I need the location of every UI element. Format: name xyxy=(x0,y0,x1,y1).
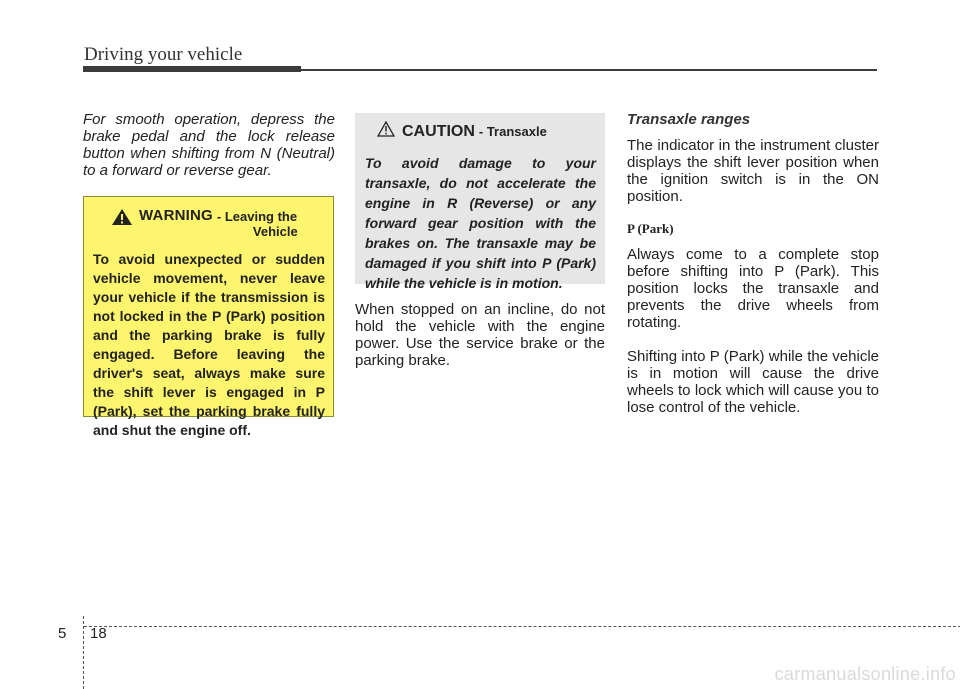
warning-subtitle xyxy=(217,209,298,239)
header-rule-thin xyxy=(301,69,877,71)
intro-paragraph: For smooth operation, depress the brake pedal and the lock release button when shifting from N (Neutral) to a forward or reverse gear. xyxy=(83,111,335,179)
caution-header xyxy=(377,121,596,142)
ranges-heading: Transaxle ranges xyxy=(627,111,751,128)
warning-subtitle-line1: - Leaving the xyxy=(216,209,298,224)
column-right xyxy=(627,111,879,416)
incline-paragraph: When stopped on an incline, do not hold the vehicle with the engine power. Use the service brake or the parking brake. xyxy=(355,301,605,369)
caution-triangle-icon xyxy=(377,121,395,142)
warning-title: WARNING xyxy=(139,207,213,224)
footer-rule xyxy=(84,626,960,627)
caution-subtitle: - Transaxle xyxy=(478,124,547,139)
watermark: carmanualsonline.info xyxy=(774,664,956,684)
park-paragraph-1: Always come to a complete stop before shifting into P (Park). This position locks the transaxle and prevents the drive wheels from rotating. xyxy=(627,246,879,331)
warning-body: To avoid unexpected or sudden vehicle movement, never leave your vehicle if the transmission is not locked in the P (Park) position and the parking brake is fully engaged. Before leaving the driver's seat, always make sure the shift lever is engaged in P (Park), set the parking brake fully and shut the engine off. xyxy=(93,251,325,438)
caution-title: CAUTION xyxy=(402,122,475,140)
warning-subtitle-line2: Vehicle xyxy=(252,224,298,239)
warning-header xyxy=(111,207,325,239)
page-number: 18 xyxy=(90,625,107,642)
ranges-intro: The indicator in the instrument cluster displays the shift lever position when the ignition switch is in the ON position. xyxy=(627,137,879,205)
footer-divider xyxy=(83,616,84,689)
header-rule-thick xyxy=(83,66,301,72)
caution-body: To avoid damage to your transaxle, do not accelerate the engine in R (Reverse) or any forward gear position with the brakes on. The transaxle may be damaged if you shift into P (Park) while the vehicle is in motion. xyxy=(365,155,596,291)
caution-box xyxy=(355,113,605,291)
column-left xyxy=(83,111,335,179)
warning-box xyxy=(83,196,334,438)
chapter-number: 5 xyxy=(58,625,67,642)
warning-triangle-icon xyxy=(111,208,133,231)
park-paragraph-2: Shifting into P (Park) while the vehicle is in motion will cause the drive wheels to lock which will cause you to lose control of the vehicle. xyxy=(627,348,879,416)
park-label: P (Park) xyxy=(627,221,674,236)
section-title: Driving your vehicle xyxy=(84,44,243,65)
